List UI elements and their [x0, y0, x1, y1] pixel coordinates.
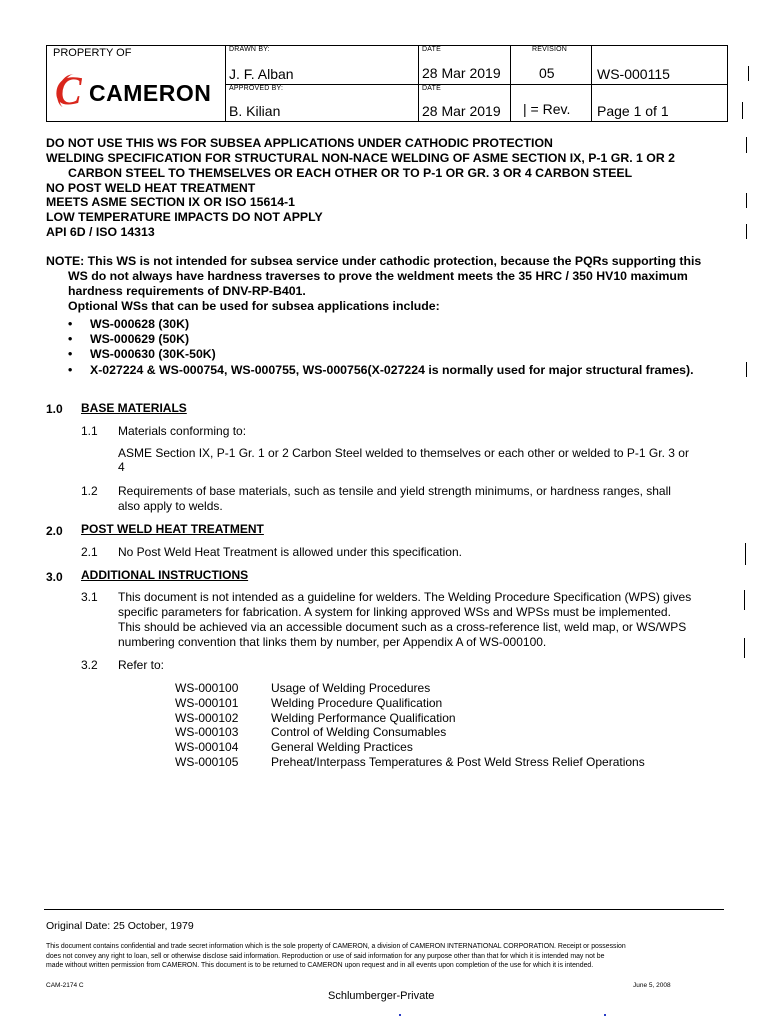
paragraph-text: This should be achieved via an accessible document such as a cross-reference list, weld map, or WS/WPS	[118, 620, 687, 634]
paragraph-text: numbering convention that links them by number, per Appendix A of WS-000100.	[118, 635, 547, 649]
title-line: LOW TEMPERATURE IMPACTS DO NOT APPLY	[46, 210, 323, 224]
revision-bar	[748, 66, 749, 81]
footer-rule	[44, 909, 724, 910]
revision-bar	[742, 102, 743, 119]
bullet-icon: •	[68, 347, 73, 362]
cameron-logo	[53, 70, 221, 114]
revision-bar	[746, 137, 747, 153]
note-line: WS do not always have hardness traverses to prove the weldment meets the 35 HRC / 350 HV10 maximum	[68, 269, 688, 283]
revision-label: REVISION	[532, 46, 568, 53]
confidentiality-line: made without written permission from CAMERON. This document is to be returned to CAMERON upon request and in all events upon completion of the use for which it is intended.	[46, 962, 594, 970]
paragraph-number: 3.1	[81, 590, 98, 604]
section-title: ADDITIONAL INSTRUCTIONS	[81, 568, 249, 582]
confidentiality-line: This document contains confidential and trade secret information which is the sole property of CAMERON, a division of CAMERON INTERNATIONAL CORPORATION. Receipt or possession	[46, 943, 626, 950]
section-number: 3.0	[46, 570, 63, 584]
date-label: DATE	[422, 46, 441, 53]
revision-bar	[746, 224, 747, 239]
reference-code: WS-000105	[175, 755, 239, 769]
title-line: NO POST WELD HEAT TREATMENT	[46, 181, 256, 195]
paragraph-text: Refer to:	[118, 658, 165, 672]
reference-code: WS-000100	[175, 681, 239, 695]
reference-code: WS-000102	[175, 711, 239, 725]
title-line: MEETS ASME SECTION IX OR ISO 15614-1	[46, 195, 295, 209]
drawn-by-value: J. F. Alban	[229, 66, 294, 82]
list-item	[68, 317, 728, 332]
paragraph-number: 1.1	[81, 424, 98, 438]
paragraph-text: specific parameters for fabrication. A system for linking approved WSs and WPSs must be implemented.	[118, 605, 671, 619]
list-item-text: X-027224 & WS-000754, WS-000755, WS-000756(X-027224 is normally used for major structural frames).	[90, 362, 694, 377]
approved-date-value: 28 Mar 2019	[422, 103, 501, 119]
document-header	[46, 45, 728, 122]
reference-title: Welding Procedure Qualification	[271, 696, 443, 710]
original-date: Original Date: 25 October, 1979	[46, 920, 194, 932]
bullet-icon: •	[68, 317, 73, 331]
drawn-by-label: DRAWN BY:	[229, 46, 270, 53]
header-row-divider	[225, 84, 727, 85]
reference-title: Control of Welding Consumables	[271, 725, 447, 739]
paragraph-text: Requirements of base materials, such as tensile and yield strength minimums, or hardness ranges, shall	[118, 484, 671, 498]
note-line: hardness requirements of DNV-RP-B401.	[68, 284, 306, 298]
classification-label: Schlumberger-Private	[328, 990, 435, 1002]
confidentiality-line: does not convey any right to loan, sell or otherwise disclose said information. Reproduction or use of said information for any purpose other than that for which it is intended may not be	[46, 952, 605, 960]
logo-wordmark: CAMERON	[89, 80, 212, 106]
note-line: Optional WSs that can be used for subsea applications include:	[68, 299, 440, 313]
list-item-text: WS-000629 (50K)	[90, 332, 190, 347]
paragraph-number: 3.2	[81, 658, 98, 672]
section-title: POST WELD HEAT TREATMENT	[81, 522, 264, 536]
paragraph-number: 2.1	[81, 545, 98, 559]
approved-by-value: B. Kilian	[229, 103, 281, 119]
form-code: CAM-2174 C	[46, 982, 84, 989]
document-number: WS-000115	[597, 66, 670, 82]
property-of-label: PROPERTY OF	[53, 47, 132, 59]
revision-bar	[744, 590, 745, 610]
bullet-icon: •	[68, 332, 73, 347]
revision-key: | = Rev.	[523, 101, 571, 117]
reference-title: Welding Performance Qualification	[271, 711, 456, 725]
revision-bar	[745, 543, 746, 565]
list-item-text: WS-000628 (30K)	[90, 317, 190, 331]
list-item-text: WS-000630 (30K-50K)	[90, 347, 216, 362]
title-line: CARBON STEEL TO THEMSELVES OR EACH OTHER OR TO P-1 OR GR. 3 OR 4 CARBON STEEL	[68, 166, 633, 180]
section-number: 2.0	[46, 524, 63, 538]
date-label: DATE	[422, 85, 441, 92]
list-item	[68, 332, 728, 347]
marker-dot	[399, 1014, 401, 1016]
page-number: Page 1 of 1	[597, 103, 669, 119]
paragraph-number: 1.2	[81, 484, 98, 498]
revision-bar	[744, 638, 745, 658]
title-line: API 6D / ISO 14313	[46, 225, 155, 239]
list-item	[68, 347, 728, 362]
paragraph-text: 4	[118, 460, 125, 474]
revision-bar	[746, 362, 747, 377]
paragraph-text: No Post Weld Heat Treatment is allowed under this specification.	[118, 545, 462, 559]
paragraph-text: also apply to welds.	[118, 499, 223, 513]
section-title: BASE MATERIALS	[81, 401, 187, 415]
logo-c-mark-icon: C	[55, 68, 82, 113]
marker-dot	[604, 1014, 606, 1016]
note-line: NOTE: This WS is not intended for subsea service under cathodic protection, because the PQRs supporting this	[46, 254, 702, 268]
subsea-alternatives-list	[68, 317, 728, 377]
reference-code: WS-000104	[175, 740, 239, 754]
approved-by-label: APPROVED BY:	[229, 85, 284, 92]
revision-bar	[746, 193, 747, 208]
reference-title: General Welding Practices	[271, 740, 413, 754]
reference-code: WS-000103	[175, 725, 239, 739]
title-line: WELDING SPECIFICATION FOR STRUCTURAL NON-NACE WELDING OF ASME SECTION IX, P-1 GR. 1 OR 2	[46, 151, 675, 165]
bullet-icon: •	[68, 362, 73, 377]
paragraph-text: ASME Section IX, P-1 Gr. 1 or 2 Carbon Steel welded to themselves or each other or welded to P-1 Gr. 3 or	[118, 446, 689, 460]
revision-value: 05	[539, 65, 555, 81]
section-number: 1.0	[46, 402, 63, 416]
form-date: June 5, 2008	[633, 982, 671, 989]
reference-title: Usage of Welding Procedures	[271, 681, 431, 695]
reference-title: Preheat/Interpass Temperatures & Post Weld Stress Relief Operations	[271, 755, 645, 769]
drawn-date-value: 28 Mar 2019	[422, 65, 501, 81]
confidentiality-notice	[46, 942, 736, 971]
reference-code: WS-000101	[175, 696, 239, 710]
list-item	[68, 363, 728, 378]
title-line: DO NOT USE THIS WS FOR SUBSEA APPLICATIONS UNDER CATHODIC PROTECTION	[46, 136, 553, 150]
paragraph-text: Materials conforming to:	[118, 424, 247, 438]
paragraph-text: This document is not intended as a guideline for welders. The Welding Procedure Specification (WPS) gives	[118, 590, 692, 604]
